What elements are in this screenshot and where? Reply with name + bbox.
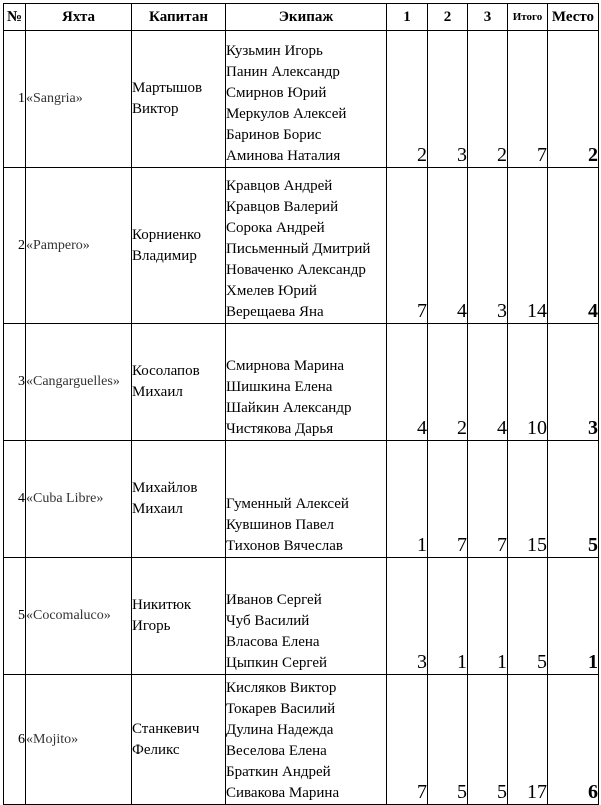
crew-member: Шишкина Елена xyxy=(226,379,333,395)
race-2-score: 7 xyxy=(428,441,468,558)
captain-name-line: Владимир xyxy=(132,247,197,264)
crew-list xyxy=(226,558,387,675)
captain-name xyxy=(132,324,226,441)
header-race-2: 2 xyxy=(428,4,468,31)
captain-name xyxy=(132,441,226,558)
crew-member: Дулина Надежда xyxy=(226,722,334,738)
results-table xyxy=(3,3,599,805)
race-3-score: 1 xyxy=(468,558,508,675)
table-row xyxy=(4,441,599,558)
captain-name xyxy=(132,558,226,675)
crew-member: Кузьмин Игорь xyxy=(226,43,323,59)
header-place: Место xyxy=(548,4,599,31)
captain-name xyxy=(132,168,226,324)
race-1-score: 7 xyxy=(387,675,428,805)
captain-name xyxy=(132,675,226,805)
crew-member: Власова Елена xyxy=(226,634,320,650)
race-2-score: 5 xyxy=(428,675,468,805)
race-3-score: 7 xyxy=(468,441,508,558)
header-yacht: Яхта xyxy=(26,4,132,31)
crew-member: Хмелев Юрий xyxy=(226,283,317,299)
crew-member: Гуменный Алексей xyxy=(226,496,349,512)
captain-name-line: Корниенко xyxy=(132,226,202,243)
crew-member: Баринов Борис xyxy=(226,127,322,143)
header-race-1: 1 xyxy=(387,4,428,31)
crew-member: Аминова Наталия xyxy=(226,148,341,164)
captain-name-line: Станкевич xyxy=(132,720,200,737)
crew-member: Кувшинов Павел xyxy=(226,517,335,533)
row-number: 4 xyxy=(4,441,26,558)
crew-member: Верещаева Яна xyxy=(226,304,324,320)
crew-member: Шайкин Александр xyxy=(226,400,352,416)
crew-member: Смирнова Марина xyxy=(226,358,345,374)
crew-list xyxy=(226,441,387,558)
final-place: 3 xyxy=(548,324,599,441)
crew-member: Веселова Елена xyxy=(226,743,327,759)
crew-member: Цыпкин Сергей xyxy=(226,655,328,671)
crew-list xyxy=(226,324,387,441)
race-1-score: 2 xyxy=(387,31,428,168)
captain-name-line: Михаил xyxy=(132,384,183,400)
header-num: № xyxy=(4,4,26,31)
row-number: 5 xyxy=(4,558,26,675)
crew-member: Чистякова Дарья xyxy=(226,421,334,437)
table-row xyxy=(4,675,599,805)
crew-member: Кравцов Андрей xyxy=(226,178,333,194)
header-crew: Экипаж xyxy=(226,4,387,31)
header-total: Итого xyxy=(508,4,548,31)
race-1-score: 7 xyxy=(387,168,428,324)
row-number: 3 xyxy=(4,324,26,441)
captain-name-line: Михаил xyxy=(132,501,183,517)
crew-member: Тихонов Вячеслав xyxy=(226,538,343,554)
row-number: 6 xyxy=(4,675,26,805)
final-place: 1 xyxy=(548,558,599,675)
race-3-score: 2 xyxy=(468,31,508,168)
yacht-name: «Cocomaluco» xyxy=(26,558,132,675)
crew-member: Браткин Андрей xyxy=(226,764,331,780)
crew-list xyxy=(226,168,387,324)
yacht-name: «Mojito» xyxy=(26,675,132,805)
captain-name-line: Феликс xyxy=(132,741,180,758)
total-score: 5 xyxy=(508,558,548,675)
crew-member: Кравцов Валерий xyxy=(226,199,339,215)
final-place: 6 xyxy=(548,675,599,805)
yacht-name: «Sangria» xyxy=(26,31,132,168)
captain-name-line: Игорь xyxy=(132,618,171,634)
race-1-score: 3 xyxy=(387,558,428,675)
row-number: 2 xyxy=(4,168,26,324)
table-row xyxy=(4,31,599,168)
table-row xyxy=(4,168,599,324)
captain-name-line: Мартышов xyxy=(132,80,203,96)
yacht-name: «Pampero» xyxy=(26,168,132,324)
race-1-score: 4 xyxy=(387,324,428,441)
table-row xyxy=(4,324,599,441)
race-2-score: 2 xyxy=(428,324,468,441)
captain-name-line: Виктор xyxy=(132,101,179,117)
crew-list xyxy=(226,675,387,805)
header-captain: Капитан xyxy=(132,4,226,31)
header-row xyxy=(4,4,599,31)
yacht-name: «Cangarguelles» xyxy=(26,324,132,441)
captain-name-line: Косолапов xyxy=(132,363,200,379)
captain-name-line: Михайлов xyxy=(132,480,198,496)
crew-member: Сивакова Марина xyxy=(226,785,340,801)
table-body xyxy=(4,31,599,805)
crew-member: Панин Александр xyxy=(226,64,340,80)
crew-member: Иванов Сергей xyxy=(226,592,322,608)
race-3-score: 5 xyxy=(468,675,508,805)
header-race-3: 3 xyxy=(468,4,508,31)
crew-member: Чуб Василий xyxy=(226,613,310,629)
yacht-name: «Cuba Libre» xyxy=(26,441,132,558)
race-2-score: 3 xyxy=(428,31,468,168)
race-3-score: 4 xyxy=(468,324,508,441)
total-score: 15 xyxy=(508,441,548,558)
race-3-score: 3 xyxy=(468,168,508,324)
total-score: 7 xyxy=(508,31,548,168)
crew-list xyxy=(226,31,387,168)
captain-name xyxy=(132,31,226,168)
crew-member: Сорока Андрей xyxy=(226,220,325,236)
total-score: 17 xyxy=(508,675,548,805)
crew-member: Новаченко Александр xyxy=(226,262,366,278)
final-place: 5 xyxy=(548,441,599,558)
race-2-score: 4 xyxy=(428,168,468,324)
crew-member: Смирнов Юрий xyxy=(226,85,327,101)
race-2-score: 1 xyxy=(428,558,468,675)
crew-member: Токарев Василий xyxy=(226,701,336,717)
final-place: 4 xyxy=(548,168,599,324)
crew-member: Меркулов Алексей xyxy=(226,106,347,122)
total-score: 14 xyxy=(508,168,548,324)
captain-name-line: Никитюк xyxy=(132,597,192,613)
crew-member: Письменный Дмитрий xyxy=(226,241,371,257)
final-place: 2 xyxy=(548,31,599,168)
total-score: 10 xyxy=(508,324,548,441)
row-number: 1 xyxy=(4,31,26,168)
crew-member: Кисляков Виктор xyxy=(226,680,337,696)
table-row xyxy=(4,558,599,675)
race-1-score: 1 xyxy=(387,441,428,558)
